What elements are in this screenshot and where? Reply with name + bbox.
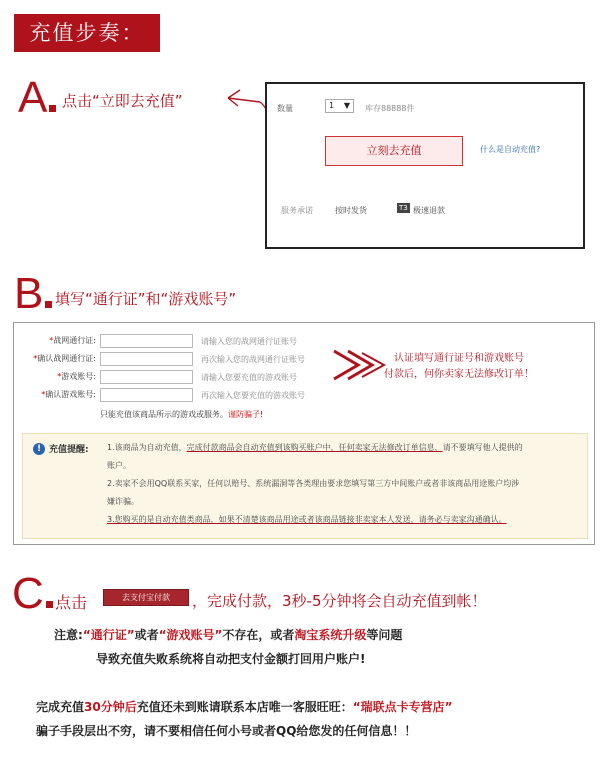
what-is-auto-recharge-link[interactable]: 什么是自动充值? xyxy=(480,145,541,154)
step-b-letter: B xyxy=(14,269,44,318)
beware-text: 谨防骗子! xyxy=(228,410,264,419)
note-line-2: 导致充值失败系统将自动把支付金额打回用户账户! xyxy=(96,652,366,666)
recharge-notice-box xyxy=(22,433,588,539)
form-label: *游戏账号: xyxy=(57,372,96,381)
step-a-instruction: 点击“立即去充值” xyxy=(62,92,183,110)
notice-title: 充值提醒: xyxy=(49,445,89,455)
double-arrow-icon xyxy=(332,345,388,385)
info-icon: ! xyxy=(33,443,45,455)
form-label: *战网通行证: xyxy=(49,336,96,345)
handwritten-note-1: 认证填写通行证号和游戏账号 xyxy=(394,353,524,364)
refund-badge-icon: T3 xyxy=(399,204,408,212)
note-line-1: 注意:“通行证”或者“游戏账号”不存在，或者淘宝系统升级等问题 xyxy=(54,628,403,642)
form-label: *确认战网通行证: xyxy=(33,354,96,363)
qty-label: 数量 xyxy=(277,104,293,113)
notice-item-1-cont: 账户。 xyxy=(107,461,131,470)
form-hint: 请输入您的战网通行证账号 xyxy=(201,337,297,346)
step-b-marker xyxy=(14,269,52,318)
step-c-click-text: 点击 xyxy=(55,593,88,612)
form-label: *确认游戏账号: xyxy=(41,390,96,399)
step-dot xyxy=(49,105,56,112)
notice-item-3: 3.您购买的是自动充值类商品，如果不清楚该商品用途或者该商品链接非卖家本人发送，请务必与卖家沟通确认。 xyxy=(107,515,507,524)
ship-on-time: 按时发货 xyxy=(335,206,367,215)
step-b-instruction: 填写“通行证”和“游戏账号” xyxy=(55,290,237,308)
confirm-game-account-input[interactable] xyxy=(100,388,193,402)
notice-item-1: 1.该商品为自动充值，完成付款商品会自动充值到该购买账户中，任何卖家无法修改订单信息，请不要填写他人提供的 xyxy=(107,443,523,452)
only-service-note: 只能充值该商品所示的游戏或服务。谨防骗子! xyxy=(100,410,264,419)
notice-item-2-cont: 嫌诈骗。 xyxy=(107,497,139,506)
alipay-pay-button[interactable]: 去支付宝付款 xyxy=(103,589,189,606)
qty-select[interactable] xyxy=(325,99,354,113)
step-a-letter: A xyxy=(18,73,48,122)
page-title: 充值步奏： xyxy=(14,14,160,52)
qty-value: 1 xyxy=(329,101,335,110)
step-c-marker xyxy=(12,569,53,618)
handwritten-note-2: 付款后，何你卖家无法修改订单！ xyxy=(384,369,534,380)
battlenet-account-input[interactable] xyxy=(100,334,193,348)
confirm-battlenet-account-input[interactable] xyxy=(100,352,193,366)
notice-item-2: 2.卖家不会用QQ联系买家，任何以赔号、系统漏洞等各类理由要求您填写第三方中间账户或者非该商品用途账户均涉 xyxy=(107,479,520,488)
step-a-marker xyxy=(18,73,56,122)
note-line-4: 骗子手段层出不穷，请不要相信任何小号或者QQ给您发的任何信息！！ xyxy=(36,724,417,738)
game-account-input[interactable] xyxy=(100,370,193,384)
account-form-screenshot xyxy=(13,322,595,545)
product-panel-screenshot xyxy=(265,82,585,249)
notice-body xyxy=(107,439,581,529)
step-c-complete-text: ，完成付款，3秒-5分钟将会自动充值到帐！ xyxy=(192,592,487,610)
note-line-3: 完成充值30分钟后充值还未到账请联系本店唯一客服旺旺：“瑞联点卡专营店” xyxy=(36,700,453,714)
form-hint: 请输入您要充值的游戏账号 xyxy=(201,373,297,382)
fast-refund: 极速退款 xyxy=(413,206,445,215)
stock-text: 库存88888件 xyxy=(365,104,415,113)
form-hint: 再次输入您要充值的游戏账号 xyxy=(201,391,305,400)
service-label: 服务承诺 xyxy=(281,206,313,215)
step-dot xyxy=(46,601,53,608)
recharge-now-button[interactable]: 立刻去充值 xyxy=(325,136,463,166)
step-dot xyxy=(45,301,52,308)
step-c-letter: C xyxy=(12,569,44,618)
form-hint: 再次输入您的战网通行证账号 xyxy=(201,355,305,364)
dropdown-arrow-icon: ▼ xyxy=(343,101,350,110)
